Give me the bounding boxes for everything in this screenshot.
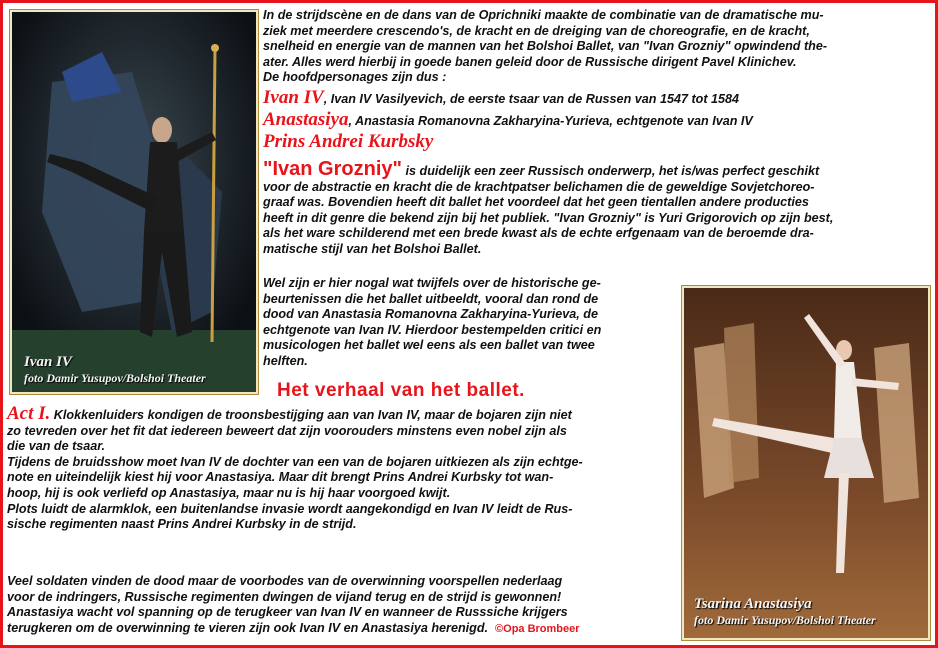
grozniy-first-text: is duidelijk een zeer Russisch onderwerp, het is/was perfect geschikt [402,164,820,178]
ending-last-line [7,621,580,638]
character-desc: , Ivan IV Vasilyevich, de eerste tsaar van de Russen van 1547 tot 1584 [323,92,740,106]
ivan-caption [24,354,256,386]
act-first-text: Klokkenluiders kondigen de troonsbestijging aan van Ivan IV, maar de bojaren zijn niet [50,408,572,422]
grozniy-line: heeft in dit genre die bekend zijn bij het publiek. "Ivan Grozniy" is Yuri Grigorovich op zijn best, [263,210,834,225]
ivan-photo [10,10,258,394]
character-kurbsky [263,131,753,156]
act-line: die van de tsaar. [7,439,106,454]
character-name: Prins Andrei Kurbsky [263,131,434,152]
ivan-illustration [12,12,256,392]
story-heading: Het verhaal van het ballet. [277,380,525,401]
ending-last-text: terugkeren om de overwinning te vieren zijn ook Ivan IV en Anastasiya herenigd. [7,620,489,635]
anastasiya-photo [682,286,930,640]
grozniy-first-line [263,158,833,180]
grozniy-line: matische stijl van het Bolshoi Ballet. [263,241,482,256]
ivan-caption-name: Ivan IV [24,354,72,370]
act-first-line [7,403,583,424]
intro-line: ziek met meerdere crescendo's, de kracht en de dreiging van de choreografie, en de kracht, [263,23,810,38]
ending-line: Anastasiya wacht vol spanning op de terugkeer van Ivan IV en wanneer de Russsiche krijgers [7,605,568,620]
grozniy-line: als het ware schilderend met een brede kwast als de echte erfgenaam van de beroemde dra- [263,226,814,241]
anastasiya-caption [694,596,928,628]
ivan-caption-credit: foto Damir Yusupov/Bolshoi Theater [24,371,206,385]
intro-line: In de strijdscène en de dans van de Oprichniki maakte de combinatie van de dramatische mu- [263,8,824,22]
doubts-paragraph [263,276,601,370]
doubts-line: musicologen het ballet wel eens als een ballet van twee [263,338,595,353]
act-line: zo tevreden over het fit dat iedereen beweert dat zijn voorouders minstens even nobel zijn als [7,423,567,438]
doubts-line: dood van Anastasia Romanovna Zakharyina-Yurieva, de [263,307,599,322]
act-line: sische regimenten naast Prins Andrei Kurbsky in de strijd. [7,517,357,532]
grozniy-line: voor de abstractie en kracht die de krachtpatser belichamen die de geweldige Sovjetchoreo- [263,179,815,194]
anastasiya-illustration [684,288,928,638]
grozniy-paragraph [263,158,834,258]
ending-line: voor de indringers, Russische regimenten dwingen de vijand terug en de strijd is gewonnen! [7,589,562,604]
character-desc: , Anastasia Romanovna Zakharyina-Yurieva, echtgenote van Ivan IV [348,114,753,128]
ending-line: Veel soldaten vinden de dood maar de voorbodes van de overwinning voorspellen nederlaag [7,574,563,588]
anastasiya-caption-name: Tsarina Anastasiya [694,596,812,612]
copyright: ©Opa Brombeer [495,622,580,635]
anastasiya-caption-credit: foto Damir Yusupov/Bolshoi Theater [694,613,876,627]
intro-paragraph [263,8,827,86]
doubts-line: Wel zijn er hier nogal wat twijfels over de historische ge- [263,276,601,290]
intro-line: snelheid en energie van de mannen van het Bolshoi Ballet, van "Ivan Grozniy" opwindend the- [263,39,828,54]
intro-line: ater. Alles werd hierbij in goede banen geleid door de Russische dirigent Pavel Klinichev. [263,54,797,69]
act-label: Act I. [7,403,51,424]
act-one-paragraph [7,403,583,533]
doubts-line: echtgenote van Ivan IV. Hierdoor bestempelden critici en [263,322,602,337]
doubts-line: beurtenissen die het ballet uitbeeldt, vooral dan rond de [263,291,599,306]
character-name: Anastasiya [263,109,349,130]
act-line: hoop, hij is ook verliefd op Anastasiya, maar nu is hij haar voorgoed kwijt. [7,485,451,500]
grozniy-title: "Ivan Grozniy" [263,158,402,180]
intro-line: De hoofdpersonages zijn dus : [263,70,447,85]
act-line: Tijdens de bruidsshow moet Ivan IV de dochter van een van de bojaren uitkiezen als zijn echtge- [7,454,583,469]
grozniy-line: graaf was. Bovendien heeft dit ballet het voordeel dat het geen tientallen andere producties [263,195,809,210]
act-line: note en uiteindelijk kiest hij voor Anastasiya. Maar dit brengt Prins Andrei Kurbsky tot wan- [7,470,554,485]
act-line: Plots luidt de alarmklok, een buitenlandse invasie wordt aangekondigd en Ivan IV leidt de Rus- [7,501,573,516]
ending-paragraph [7,574,580,637]
doubts-line: helften. [263,353,308,368]
character-name: Ivan IV [263,87,324,108]
character-list [263,87,753,156]
